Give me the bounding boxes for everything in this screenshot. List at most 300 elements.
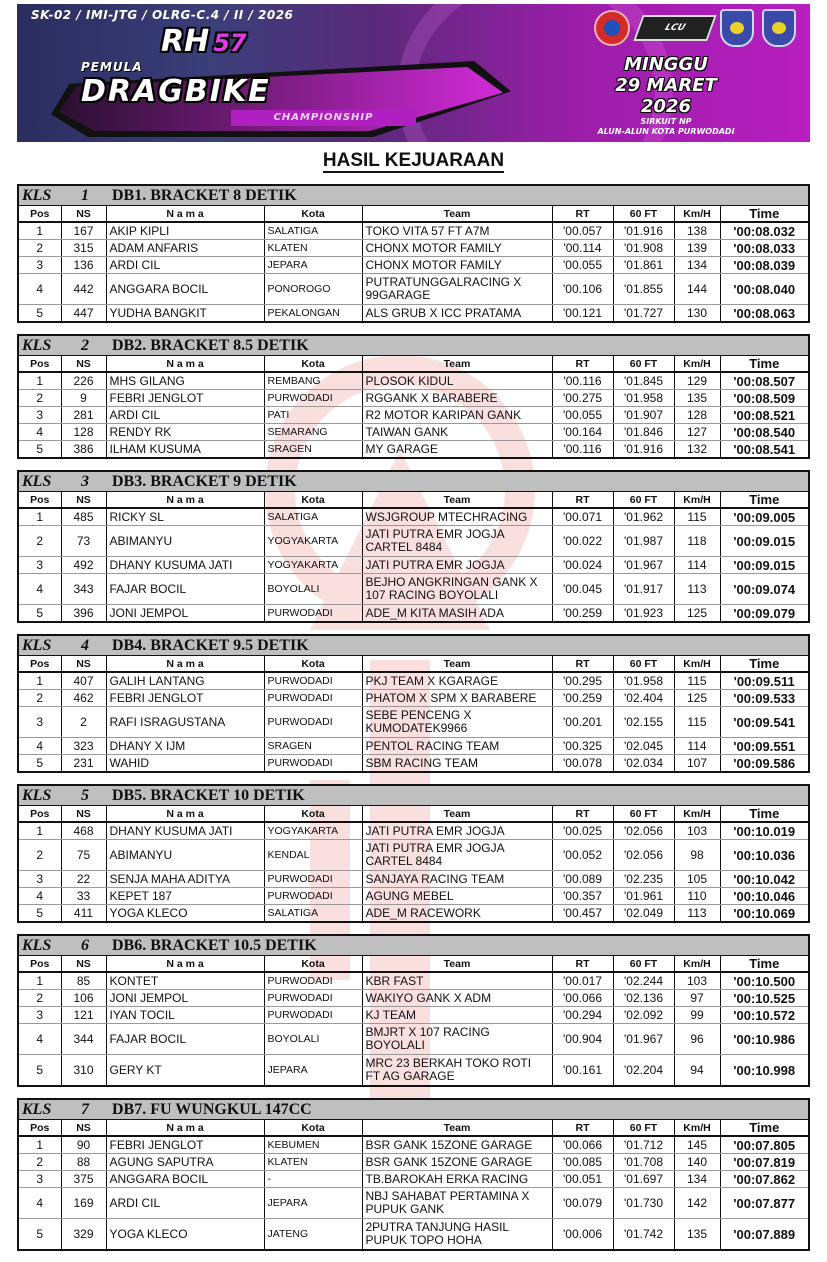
cell-kota: JEPARA (264, 1188, 362, 1219)
col-header-rt: RT (552, 356, 613, 372)
cell-time: '00:10.019 (720, 822, 808, 840)
cell-time: '00:10.572 (720, 1007, 808, 1024)
cell-kmh: 139 (674, 240, 720, 257)
cell-kmh: 125 (674, 605, 720, 622)
cell-team: WSJGROUP MTECHRACING (362, 508, 552, 526)
col-header-pos: Pos (19, 206, 61, 222)
col-header-time: Time (720, 206, 808, 222)
cell-kota: PURWODADI (264, 707, 362, 738)
banner-left (31, 8, 531, 140)
cell-kota: PURWODADI (264, 871, 362, 888)
col-header-kmh: Km/H (674, 806, 720, 822)
col-header-nama: N a m a (106, 956, 264, 972)
col-header-team: Team (362, 656, 552, 672)
cell-kmh: 96 (674, 1024, 720, 1055)
cell-ft: '02.244 (613, 972, 674, 990)
cell-time: '00:08.540 (720, 424, 808, 441)
col-header-pos: Pos (19, 656, 61, 672)
cell-nama: ABIMANYU (106, 840, 264, 871)
cell-team: BEJHO ANGKRINGAN GANK X 107 RACING BOYOLALI (362, 574, 552, 605)
table-header-row (19, 656, 808, 672)
class-number: 1 (81, 186, 89, 204)
cell-ft: '01.923 (613, 605, 674, 622)
cell-ns: 33 (61, 888, 106, 905)
col-header-time: Time (720, 806, 808, 822)
cell-time: '00:10.998 (733, 1062, 796, 1078)
cell-rt: '00.904 (552, 1024, 613, 1055)
cell-ns: 136 (61, 257, 106, 274)
col-header-kmh: Km/H (674, 206, 720, 222)
cell-kmh: 110 (674, 888, 720, 905)
cell-ft: '02.056 (613, 840, 674, 871)
cell-kmh: 134 (674, 257, 720, 274)
cell-team: PLOSOK KIDUL (362, 372, 552, 390)
cell-kota: PURWODADI (264, 690, 362, 707)
event-date-year: 2026 (640, 96, 692, 117)
cell-ft: '01.708 (613, 1154, 674, 1171)
cell-kmh: 99 (674, 1007, 720, 1024)
results-table (19, 656, 808, 771)
results-table (19, 1120, 808, 1249)
cell-time: '00:09.511 (720, 672, 808, 690)
cell-rt: '00.057 (552, 222, 613, 240)
cell-kmh: 118 (674, 526, 720, 557)
results-table (19, 206, 808, 321)
cell-pos: 5 (19, 1219, 61, 1250)
cell-rt: '00.078 (552, 755, 613, 772)
cell-team: SEBE PENCENG X KUMODATEK9966 (362, 707, 552, 738)
table-row (19, 240, 808, 257)
cell-time: '00:07.889 (733, 1226, 796, 1242)
class-section (17, 334, 810, 459)
cell-ft: '02.049 (613, 905, 674, 922)
cell-pos: 1 (19, 372, 61, 390)
cell-kmh: 103 (674, 822, 720, 840)
cell-nama: GALIH LANTANG (106, 672, 264, 690)
cell-nama: ARDI CIL (106, 1188, 264, 1219)
event-logo-number: 57 (213, 29, 247, 57)
cell-ft: '01.907 (613, 407, 674, 424)
cell-kmh: 134 (674, 1171, 720, 1188)
cell-pos: 5 (19, 1055, 61, 1086)
cell-nama: ILHAM KUSUMA (106, 441, 264, 458)
cell-ft: '02.204 (613, 1055, 674, 1086)
kls-label: KLS (22, 636, 52, 654)
cell-ns: 485 (61, 508, 106, 526)
cell-team: AGUNG MEBEL (362, 888, 552, 905)
cell-ns: 75 (61, 840, 106, 871)
table-row (19, 888, 808, 905)
col-header-kmh: Km/H (674, 356, 720, 372)
cell-time: '00:07.877 (720, 1188, 808, 1219)
table-row (19, 1007, 808, 1024)
cell-ns: 315 (61, 240, 106, 257)
cell-team: MRC 23 BERKAH TOKO ROTI FT AG GARAGE (362, 1055, 552, 1086)
cell-team: MY GARAGE (362, 441, 552, 458)
cell-ns: 386 (61, 441, 106, 458)
cell-team: JATI PUTRA EMR JOGJA (362, 822, 552, 840)
table-row (19, 274, 808, 305)
col-header-team: Team (362, 806, 552, 822)
cell-kota: PURWODADI (264, 390, 362, 407)
col-header-60ft: 60 FT (613, 806, 674, 822)
table-row (19, 1024, 808, 1055)
table-header-row (19, 206, 808, 222)
results-table (19, 956, 808, 1085)
cell-ns: 226 (61, 372, 106, 390)
cell-kota: YOGYAKARTA (264, 557, 362, 574)
cell-kota: BOYOLALI (264, 574, 362, 605)
cell-time: '00:09.015 (720, 557, 808, 574)
class-section (17, 470, 810, 623)
cell-team: TAIWAN GANK (362, 424, 552, 441)
cell-kmh: 138 (674, 222, 720, 240)
cell-team: JATI PUTRA EMR JOGJA (362, 557, 552, 574)
class-name: DB7. FU WUNGKUL 147CC (112, 1100, 312, 1118)
cell-nama: JONI JEMPOL (106, 605, 264, 622)
class-number: 3 (81, 472, 89, 490)
col-header-60ft: 60 FT (613, 956, 674, 972)
cell-ft: '01.958 (613, 672, 674, 690)
cell-kota: JEPARA (264, 257, 362, 274)
cell-nama: AGUNG SAPUTRA (106, 1154, 264, 1171)
col-header-ns: NS (61, 956, 106, 972)
event-logo-championship: CHAMPIONSHIP (231, 110, 416, 126)
class-section (17, 634, 810, 773)
col-header-nama: N a m a (106, 806, 264, 822)
class-header (19, 472, 808, 492)
col-header-team: Team (362, 206, 552, 222)
cell-ns: 106 (61, 990, 106, 1007)
cell-pos: 3 (19, 871, 61, 888)
cell-time: '00:09.005 (720, 508, 808, 526)
event-venue (597, 117, 734, 137)
cell-nama: SENJA MAHA ADITYA (106, 871, 264, 888)
cell-rt: '00.025 (552, 822, 613, 840)
cell-pos: 4 (19, 574, 61, 605)
cell-nama: WAHID (106, 755, 264, 772)
cell-team: KBR FAST (362, 972, 552, 990)
cell-team: BMJRT X 107 RACING BOYOLALI (362, 1024, 552, 1055)
cell-kota: SALATIGA (264, 508, 362, 526)
table-row (19, 508, 808, 526)
banner-right (536, 10, 796, 138)
cell-nama: ANGGARA BOCIL (106, 274, 264, 305)
class-name: DB2. BRACKET 8.5 DETIK (112, 336, 309, 354)
cell-ft: '01.742 (613, 1219, 674, 1250)
cell-rt: '00.066 (552, 1136, 613, 1154)
col-header-rt: RT (552, 206, 613, 222)
cell-kota: KEBUMEN (264, 1136, 362, 1154)
cell-ft: '02.136 (613, 990, 674, 1007)
cell-ns: 169 (61, 1188, 106, 1219)
cell-ns: 281 (61, 407, 106, 424)
cell-pos: 3 (19, 1007, 61, 1024)
cell-ft: '01.916 (613, 222, 674, 240)
cell-ft: '01.697 (613, 1171, 674, 1188)
cell-ns: 329 (61, 1219, 106, 1250)
table-row (19, 1055, 808, 1086)
table-row (19, 605, 808, 622)
cell-kota: PURWODADI (264, 605, 362, 622)
cell-pos: 5 (19, 441, 61, 458)
cell-kota: JEPARA (264, 1055, 362, 1086)
cell-team: 2PUTRA TANJUNG HASIL PUPUK TOPO HOHA (362, 1219, 552, 1250)
cell-ns: 128 (61, 424, 106, 441)
cell-pos: 5 (19, 905, 61, 922)
cell-kota: KENDAL (264, 840, 362, 871)
cell-pos: 5 (19, 605, 61, 622)
cell-team: KJ TEAM (362, 1007, 552, 1024)
cell-team: SBM RACING TEAM (362, 755, 552, 772)
cell-kmh: 130 (674, 305, 720, 322)
cell-kmh: 132 (674, 441, 720, 458)
class-section (17, 1098, 810, 1251)
table-row (19, 407, 808, 424)
event-date-day: MINGGU (624, 54, 708, 75)
table-header-row (19, 492, 808, 508)
permit-number: SK-02 / IMI-JTG / OLRG-C.4 / II / 2026 (31, 8, 294, 22)
cell-rt: '00.259 (552, 605, 613, 622)
col-header-kota: Kota (264, 206, 362, 222)
table-row (19, 305, 808, 322)
cell-pos: 4 (19, 274, 61, 305)
cell-team: R2 MOTOR KARIPAN GANK (362, 407, 552, 424)
col-header-ns: NS (61, 356, 106, 372)
class-name: DB6. BRACKET 10.5 DETIK (112, 936, 317, 954)
cell-kmh: 113 (674, 905, 720, 922)
cell-kmh: 115 (674, 508, 720, 526)
table-row (19, 1154, 808, 1171)
cell-team: TOKO VITA 57 FT A7M (362, 222, 552, 240)
cell-nama: ADAM ANFARIS (106, 240, 264, 257)
cell-ft: '02.056 (613, 822, 674, 840)
cell-rt: '00.164 (552, 424, 613, 441)
cell-rt: '00.006 (552, 1219, 613, 1250)
cell-nama: YOGA KLECO (106, 905, 264, 922)
cell-rt: '00.022 (552, 526, 613, 557)
col-header-time: Time (720, 1120, 808, 1136)
cell-nama: AKIP KIPLI (106, 222, 264, 240)
cell-time: '00:10.036 (720, 840, 808, 871)
table-row (19, 1188, 808, 1219)
table-row (19, 738, 808, 755)
col-header-team: Team (362, 356, 552, 372)
table-row (19, 672, 808, 690)
col-header-nama: N a m a (106, 206, 264, 222)
lcu-logo-icon: LCU (633, 15, 716, 41)
cell-team: PUTRATUNGGALRACING X 99GARAGE (362, 274, 552, 305)
cell-ft: '01.917 (613, 574, 674, 605)
cell-ft: '01.730 (613, 1188, 674, 1219)
cell-team: ADE_M KITA MASIH ADA (362, 605, 552, 622)
cell-nama: KEPET 187 (106, 888, 264, 905)
kls-label: KLS (22, 336, 52, 354)
cell-rt: '00.055 (552, 257, 613, 274)
cell-ns: 90 (61, 1136, 106, 1154)
cell-time: '00:07.862 (720, 1171, 808, 1188)
cell-ns: 447 (61, 305, 106, 322)
cell-kmh: 105 (674, 871, 720, 888)
cell-ns: 492 (61, 557, 106, 574)
cell-kmh: 97 (674, 990, 720, 1007)
table-row (19, 1219, 808, 1250)
cell-team: RGGANK X BARABERE (362, 390, 552, 407)
cell-nama: RENDY RK (106, 424, 264, 441)
cell-kmh: 135 (674, 1219, 720, 1250)
class-name: DB5. BRACKET 10 DETIK (112, 786, 305, 804)
cell-ft: '02.092 (613, 1007, 674, 1024)
cell-rt: '00.259 (552, 690, 613, 707)
cell-kota: JATENG (264, 1219, 362, 1250)
cell-kota: PONOROGO (264, 274, 362, 305)
cell-kmh: 107 (674, 755, 720, 772)
col-header-pos: Pos (19, 492, 61, 508)
cell-ns: 85 (61, 972, 106, 990)
col-header-pos: Pos (19, 806, 61, 822)
class-name: DB3. BRACKET 9 DETIK (112, 472, 297, 490)
col-header-kota: Kota (264, 1120, 362, 1136)
event-venue-location: ALUN-ALUN KOTA PURWODADI (597, 127, 735, 136)
table-row (19, 972, 808, 990)
cell-nama: DHANY KUSUMA JATI (106, 557, 264, 574)
cell-time: '00:09.541 (720, 707, 808, 738)
table-row (19, 1136, 808, 1154)
class-number: 7 (81, 1100, 89, 1118)
cell-time: '00:08.541 (733, 441, 796, 457)
cell-rt: '00.071 (552, 508, 613, 526)
table-row (19, 871, 808, 888)
col-header-kmh: Km/H (674, 656, 720, 672)
table-row (19, 905, 808, 922)
sponsor-logos (594, 10, 796, 46)
cell-time: '00:09.551 (720, 738, 808, 755)
cell-nama: FAJAR BOCIL (106, 1024, 264, 1055)
cell-kmh: 135 (674, 390, 720, 407)
cell-ft: '01.855 (613, 274, 674, 305)
cell-rt: '00.079 (552, 1188, 613, 1219)
cell-ft: '01.961 (613, 888, 674, 905)
cell-ns: 375 (61, 1171, 106, 1188)
cell-kmh: 144 (674, 274, 720, 305)
cell-ns: 468 (61, 822, 106, 840)
cell-pos: 1 (19, 222, 61, 240)
class-header (19, 936, 808, 956)
cell-kmh: 113 (674, 574, 720, 605)
cell-kmh: 94 (674, 1055, 720, 1086)
cell-kota: YOGYAKARTA (264, 822, 362, 840)
results-table (19, 492, 808, 621)
class-section (17, 784, 810, 923)
cell-ft: '01.908 (613, 240, 674, 257)
event-logo-pemula: PEMULA (81, 60, 143, 74)
cell-rt: '00.055 (552, 407, 613, 424)
circle-emblem-icon (594, 10, 630, 46)
col-header-ns: NS (61, 206, 106, 222)
cell-pos: 1 (19, 822, 61, 840)
table-row (19, 1171, 808, 1188)
cell-ns: 22 (61, 871, 106, 888)
cell-rt: '00.066 (552, 990, 613, 1007)
col-header-time: Time (720, 356, 808, 372)
cell-pos: 3 (19, 407, 61, 424)
shield-emblem-icon (720, 9, 754, 47)
cell-pos: 2 (19, 840, 61, 871)
cell-rt: '00.121 (552, 305, 613, 322)
table-row (19, 390, 808, 407)
table-row (19, 707, 808, 738)
cell-time: '00:08.040 (720, 274, 808, 305)
cell-pos: 5 (19, 305, 61, 322)
cell-time: '00:08.032 (720, 222, 808, 240)
class-number: 4 (81, 636, 89, 654)
cell-ns: 411 (61, 905, 106, 922)
cell-team: PKJ TEAM X KGARAGE (362, 672, 552, 690)
kls-label: KLS (22, 472, 52, 490)
cell-rt: '00.275 (552, 390, 613, 407)
cell-rt: '00.295 (552, 672, 613, 690)
event-date (615, 54, 717, 117)
cell-ft: '02.235 (613, 871, 674, 888)
class-name: DB1. BRACKET 8 DETIK (112, 186, 297, 204)
cell-team: BSR GANK 15ZONE GARAGE (362, 1154, 552, 1171)
cell-kota: PURWODADI (264, 990, 362, 1007)
page-title (0, 150, 827, 172)
cell-ft: '01.846 (613, 424, 674, 441)
cell-rt: '00.045 (552, 574, 613, 605)
col-header-rt: RT (552, 656, 613, 672)
cell-ft: '01.958 (613, 390, 674, 407)
cell-time: '00:08.507 (720, 372, 808, 390)
cell-pos: 1 (19, 1136, 61, 1154)
cell-ns: 407 (61, 672, 106, 690)
cell-nama: DHANY KUSUMA JATI (106, 822, 264, 840)
cell-rt: '00.357 (552, 888, 613, 905)
cell-kmh: 125 (674, 690, 720, 707)
col-header-rt: RT (552, 956, 613, 972)
event-logo (31, 25, 521, 140)
cell-kmh: 98 (674, 840, 720, 871)
cell-nama: KONTET (106, 972, 264, 990)
cell-rt: '00.325 (552, 738, 613, 755)
cell-team: ALS GRUB X ICC PRATAMA (362, 305, 552, 322)
col-header-kmh: Km/H (674, 492, 720, 508)
table-row (19, 557, 808, 574)
cell-team: TB.BAROKAH ERKA RACING (362, 1171, 552, 1188)
cell-kota: PEKALONGAN (264, 305, 362, 322)
cell-kota: SRAGEN (264, 441, 362, 458)
cell-nama: DHANY X IJM (106, 738, 264, 755)
col-header-60ft: 60 FT (613, 356, 674, 372)
event-logo-text (31, 25, 521, 126)
cell-ft: '01.861 (613, 257, 674, 274)
results-table (19, 806, 808, 921)
cell-time: '00:10.500 (720, 972, 808, 990)
cell-ft: '01.967 (613, 557, 674, 574)
cell-time: '00:08.063 (733, 305, 796, 321)
event-logo-rh (161, 25, 247, 60)
cell-nama: ARDI CIL (106, 257, 264, 274)
cell-ft: '01.916 (613, 441, 674, 458)
cell-kota: KLATEN (264, 240, 362, 257)
cell-kota: BOYOLALI (264, 1024, 362, 1055)
cell-ft: '01.967 (613, 1024, 674, 1055)
cell-kota: SEMARANG (264, 424, 362, 441)
class-name: DB4. BRACKET 9.5 DETIK (112, 636, 309, 654)
cell-time: '00:08.509 (720, 390, 808, 407)
cell-rt: '00.089 (552, 871, 613, 888)
cell-team: CHONX MOTOR FAMILY (362, 257, 552, 274)
